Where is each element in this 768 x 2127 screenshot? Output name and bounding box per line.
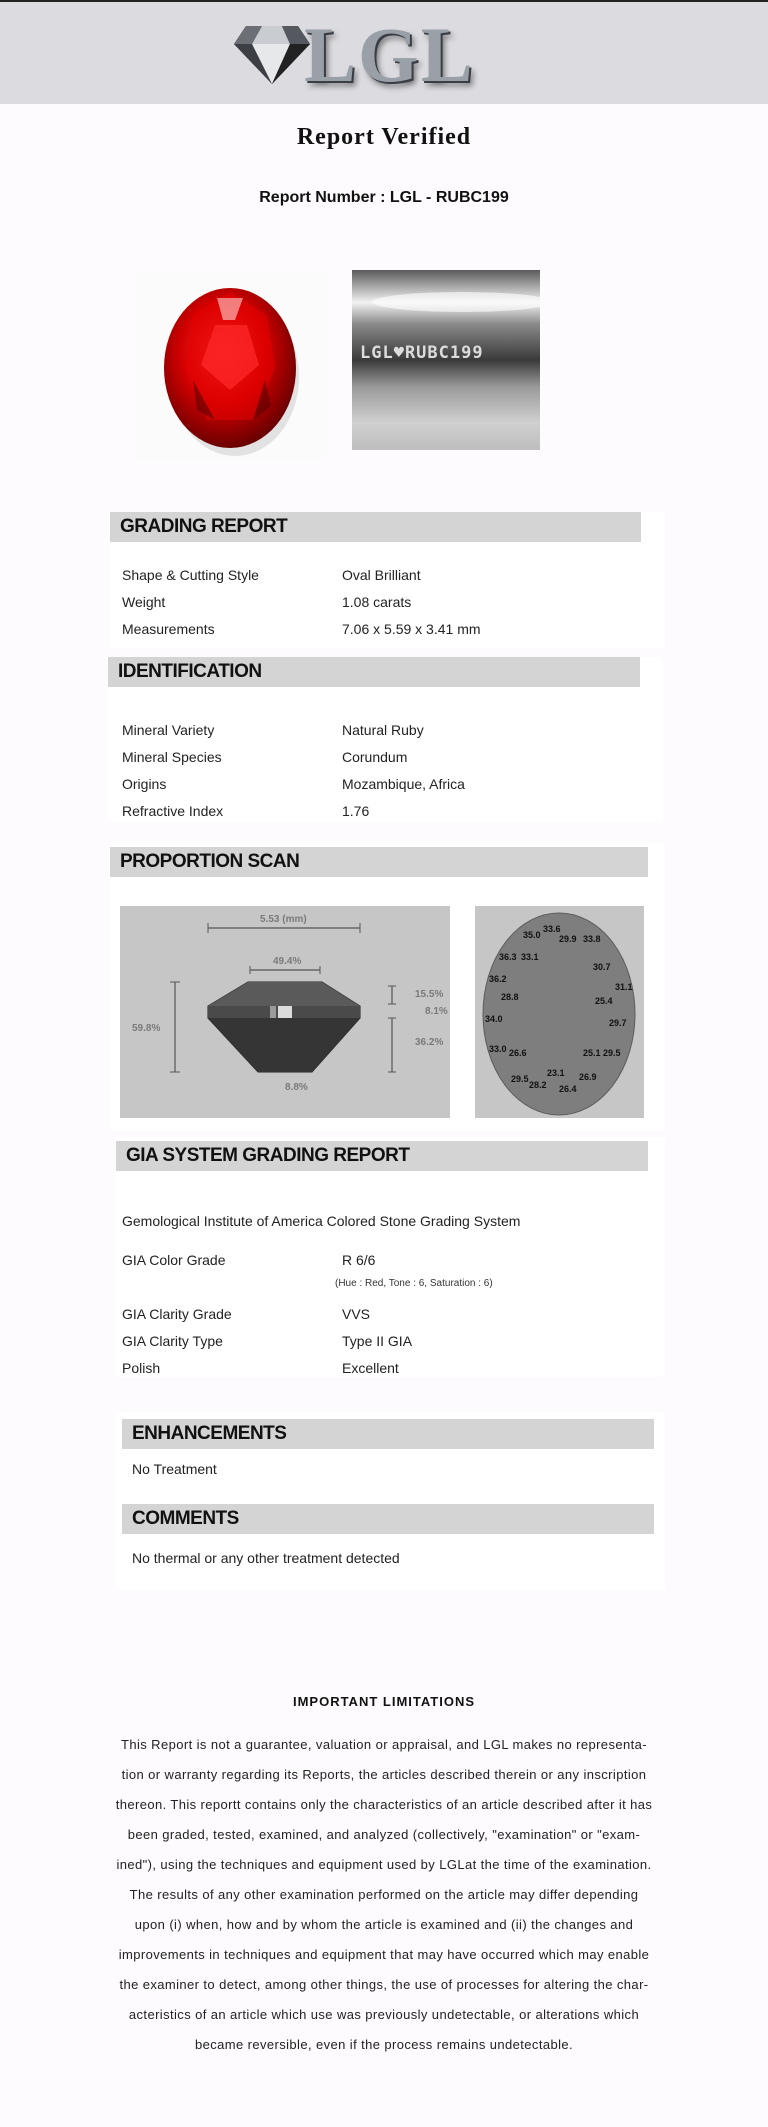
gia-color-label: GIA Color Grade <box>122 1252 226 1268</box>
comments-header <box>122 1504 654 1534</box>
inscription-photo <box>352 270 540 450</box>
measurements-value: 7.06 x 5.59 x 3.41 mm <box>342 621 481 637</box>
top-value-10: 25.4 <box>595 996 613 1006</box>
diamond-icon <box>232 22 312 86</box>
limitations-title: IMPORTANT LIMITATIONS <box>292 1694 476 1709</box>
top-view-scan <box>475 906 644 1118</box>
culet-pct: 8.8% <box>285 1082 308 1093</box>
top-value-15: 25.1 <box>583 1048 601 1058</box>
shape-value: Oval Brilliant <box>342 567 421 583</box>
refractive-index-value: 1.76 <box>342 803 370 819</box>
enhancements-title: ENHANCEMENTS <box>132 1423 287 1444</box>
top-value-17: 23.1 <box>547 1068 565 1078</box>
limitations-line: became reversible, even if the process remains undetectable. <box>194 2037 574 2052</box>
width-label: 5.53 (mm) <box>260 914 307 925</box>
gia-intro: Gemological Institute of America Colored Stone Grading System <box>122 1213 521 1229</box>
limitations-line: This Report is not a guarantee, valuation or appraisal, and LGL makes no representa- <box>121 1737 647 1752</box>
inscription-text: LGL♥RUBC199 <box>360 343 484 363</box>
polish-value: Excellent <box>342 1360 399 1376</box>
refractive-index-label: Refractive Index <box>122 803 224 819</box>
side-profile-scan <box>120 906 450 1118</box>
limitations-line: upon (i) when, how and by whom the article is examined and (ii) the changes and <box>134 1917 634 1932</box>
top-value-14: 26.6 <box>509 1048 527 1058</box>
gia-header <box>116 1141 648 1171</box>
header-banner <box>0 2 768 104</box>
top-value-19: 28.2 <box>529 1080 547 1090</box>
mineral-variety-label: Mineral Variety <box>122 722 215 738</box>
proportion-scan-header <box>110 847 648 877</box>
top-value-7: 36.2 <box>489 974 507 984</box>
top-value-8: 31.1 <box>615 982 633 992</box>
limitations-line: been graded, tested, examined, and analyzed (collectively, "examination" or "exam- <box>127 1827 641 1842</box>
identification-title: IDENTIFICATION <box>118 661 262 682</box>
limitations-line: the examiner to detect, among other things, the use of processes for altering the char- <box>119 1977 649 1992</box>
identification-panel <box>108 657 663 822</box>
identification-header <box>108 657 640 687</box>
lgl-logo <box>232 11 492 98</box>
top-value-5: 33.1 <box>521 952 539 962</box>
top-value-2: 29.9 <box>559 934 577 944</box>
mineral-variety-value: Natural Ruby <box>342 722 424 738</box>
proportion-scan-title: PROPORTION SCAN <box>120 851 300 872</box>
measurements-label: Measurements <box>122 621 215 637</box>
top-value-21: 26.4 <box>559 1084 577 1094</box>
ruby-photo <box>135 270 327 460</box>
grading-report-title: GRADING REPORT <box>120 516 288 537</box>
top-value-12: 29.7 <box>609 1018 627 1028</box>
gia-clarity-type-value: Type II GIA <box>342 1333 413 1349</box>
gia-color-note: (Hue : Red, Tone : 6, Saturation : 6) <box>335 1278 493 1289</box>
table-pct: 49.4% <box>273 956 302 967</box>
top-value-11: 34.0 <box>485 1014 503 1024</box>
top-value-1: 35.0 <box>523 930 541 940</box>
comments-text: No thermal or any other treatment detected <box>132 1550 400 1566</box>
polish-label: Polish <box>122 1360 161 1376</box>
top-value-0: 33.6 <box>543 924 561 934</box>
weight-value: 1.08 carats <box>342 594 412 610</box>
origins-value: Mozambique, Africa <box>342 776 465 792</box>
mineral-species-label: Mineral Species <box>122 749 222 765</box>
top-value-3: 33.8 <box>583 934 601 944</box>
enhancements-header <box>122 1419 654 1449</box>
gia-clarity-grade-value: VVS <box>342 1306 371 1322</box>
limitations-line: acteristics of an article which use was previously undetectable, or alterations which <box>128 2007 640 2022</box>
limitations-line: thereon. This reportt contains only the characteristics of an article described after it has <box>115 1797 653 1812</box>
gia-color-value: R 6/6 <box>342 1252 376 1268</box>
top-value-18: 29.5 <box>511 1074 529 1084</box>
pavilion-pct: 36.2% <box>415 1037 444 1048</box>
girdle-pct: 8.1% <box>425 1006 448 1017</box>
mineral-species-value: Corundum <box>342 749 408 765</box>
weight-label: Weight <box>122 594 166 610</box>
origins-label: Origins <box>122 776 167 792</box>
limitations-line: improvements in techniques and equipment that may have occurred which may enable <box>118 1947 650 1962</box>
enhancements-text: No Treatment <box>132 1461 217 1477</box>
top-value-9: 28.8 <box>501 992 519 1002</box>
shape-label: Shape & Cutting Style <box>122 567 259 583</box>
top-value-13: 33.0 <box>489 1044 507 1054</box>
depth-pct: 59.8% <box>132 1023 161 1034</box>
top-value-20: 26.9 <box>579 1072 597 1082</box>
report-number: Report Number : LGL - RUBC199 <box>259 189 509 206</box>
top-value-16: 29.5 <box>603 1048 621 1058</box>
top-value-4: 36.3 <box>499 952 517 962</box>
gia-clarity-type-label: GIA Clarity Type <box>122 1333 223 1349</box>
logo-text: LGL <box>304 11 475 98</box>
limitations-line: tion or warranty regarding its Reports, the articles described therein or any inscription <box>121 1767 647 1782</box>
page-title: Report Verified <box>296 124 472 150</box>
top-value-6: 30.7 <box>593 962 611 972</box>
comments-title: COMMENTS <box>132 1508 239 1529</box>
gia-title: GIA SYSTEM GRADING REPORT <box>126 1145 410 1166</box>
crown-pct: 15.5% <box>415 989 444 1000</box>
limitations-line: ined"), using the techniques and equipment used by LGLat the time of the examination. <box>116 1857 652 1872</box>
grading-report-header <box>110 512 641 542</box>
limitations-line: The results of any other examination performed on the article may differ depending <box>129 1887 639 1902</box>
gia-clarity-grade-label: GIA Clarity Grade <box>122 1306 232 1322</box>
